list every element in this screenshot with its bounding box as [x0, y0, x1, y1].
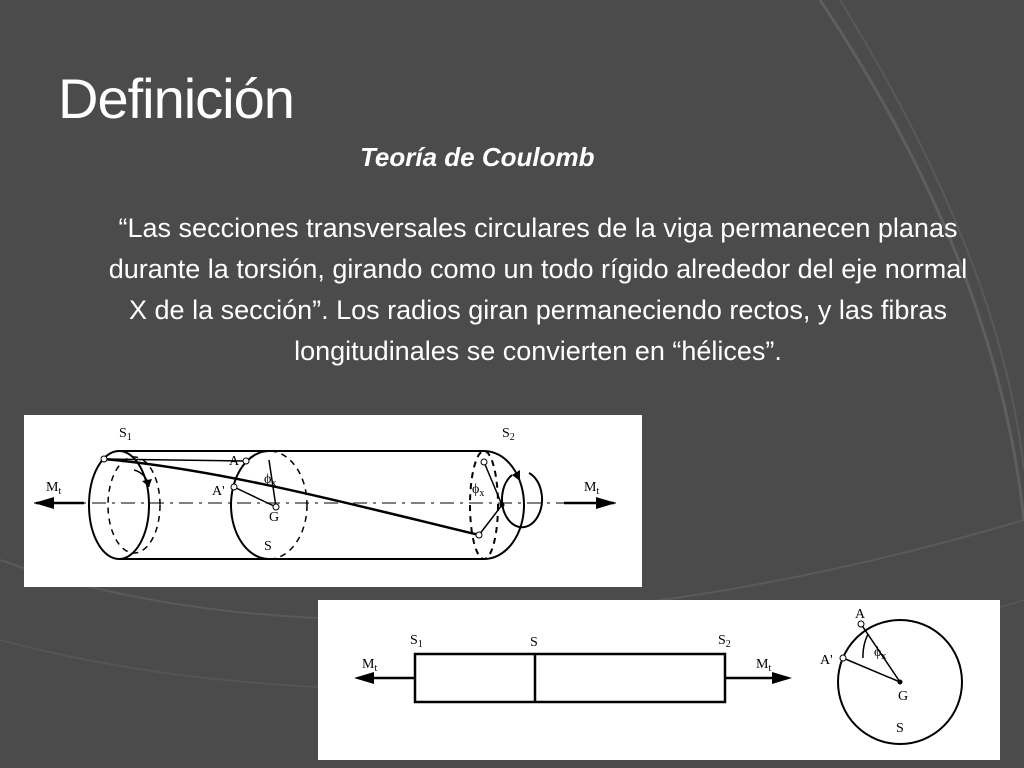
s2-label: $S_2$	[502, 426, 515, 443]
beam-section-figure	[318, 600, 1000, 760]
s1-label: $S_1$	[119, 426, 132, 443]
section-s-label: S	[264, 539, 272, 554]
section-g-label: G	[898, 689, 909, 704]
section-s-label: S	[896, 721, 904, 736]
beam-section-drawing	[318, 600, 1000, 760]
point-a-label: A	[229, 454, 240, 469]
side-s-label: S	[530, 635, 538, 650]
torque-left-label: $M_t$	[46, 480, 62, 497]
slide-subtitle: Teoría de Coulomb	[360, 142, 595, 172]
definition-quote: “Las secciones transversales circulares de la viga permanecen planas durante la torsión, girando como un todo rígido alrededor del eje normal X de la sección”. Los radios giran permaneciendo rectos, y las fibras longitudinales se convierten en “hélices”.	[108, 213, 968, 366]
point-a-prime-label: A'	[212, 484, 225, 499]
phi-label: $\phi_x$	[264, 472, 277, 489]
slide-title: Definición	[58, 67, 294, 130]
side-s1-label: $S_1$	[410, 633, 423, 650]
torque-right-label: $M_t$	[584, 480, 600, 497]
side-s2-label: $S_2$	[718, 633, 731, 650]
section-a-prime-label: A'	[820, 653, 833, 668]
section-phi-label: $\phi_x$	[874, 645, 887, 662]
phi-end-label: $\phi_x$	[472, 482, 485, 499]
section-a-label: A	[855, 607, 866, 622]
cylinder-torsion-drawing	[24, 415, 642, 587]
centroid-g-label: G	[269, 510, 280, 525]
side-torque-left-label: $M_t$	[362, 657, 378, 674]
cylinder-torsion-figure	[24, 415, 642, 587]
side-torque-right-label: $M_t$	[756, 657, 772, 674]
